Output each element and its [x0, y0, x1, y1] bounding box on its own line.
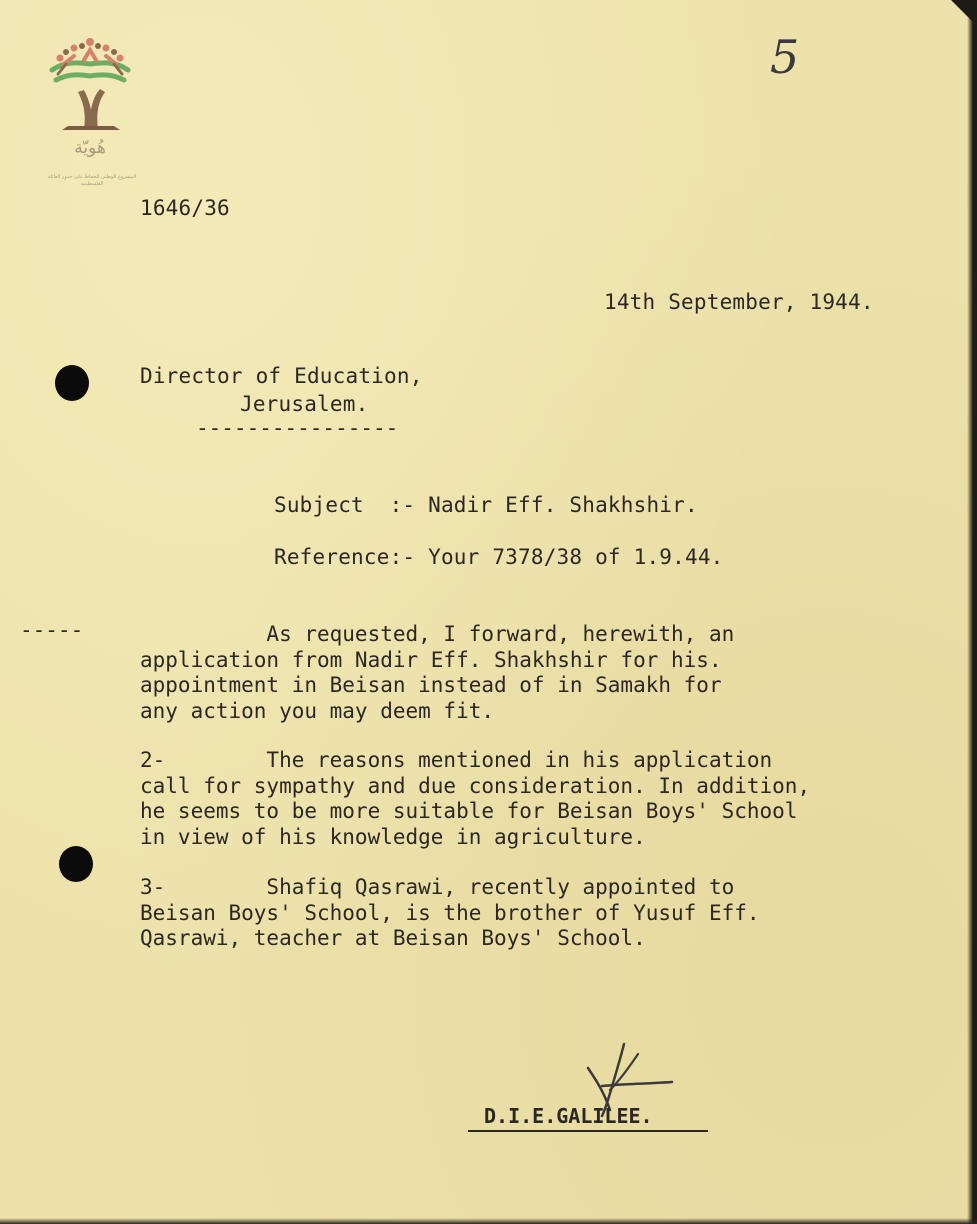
paragraph-line: 2- The reasons mentioned in his application	[140, 748, 773, 772]
paragraph-line: appointment in Beisan instead of in Samakh for	[140, 673, 722, 697]
paragraph-2	[140, 748, 940, 850]
addressee-underline: ----------------	[196, 416, 399, 440]
punch-hole	[59, 846, 93, 882]
signoff-underline	[468, 1130, 708, 1132]
paragraph-line: Beisan Boys' School, is the brother of Yusuf Eff.	[140, 900, 760, 925]
paragraph-line: any action you may deem fit.	[140, 698, 495, 723]
page-edge-shadow-bottom	[0, 1218, 977, 1224]
archive-logo	[44, 34, 144, 194]
paragraph-line: As requested, I forward, herewith, an	[140, 622, 735, 646]
punch-hole	[55, 365, 89, 401]
addressee-title: Director of Education,	[140, 364, 423, 388]
paragraph-line: application from Nadir Eff. Shakhshir for his.	[140, 647, 722, 672]
signoff: D.I.E.GALILEE.	[484, 1104, 653, 1128]
letter-date: 14th September, 1944.	[604, 290, 874, 314]
logo-caption: المشروع الوطني للحفاظ على جذور العائلة الفلسطينية	[47, 174, 137, 187]
margin-mark: -----	[20, 618, 84, 642]
paragraph-1	[140, 622, 940, 724]
paragraph-line: in view of his knowledge in agriculture.	[140, 824, 646, 849]
addressee-city: Jerusalem.	[240, 392, 369, 416]
reference-line: Reference:- Your 7378/38 of 1.9.44.	[274, 545, 724, 569]
archive-page-number: 5	[770, 30, 800, 84]
family-tree-logo-icon	[44, 34, 136, 134]
subject-line: Subject :- Nadir Eff. Shakhshir.	[274, 493, 698, 517]
paragraph-line: call for sympathy and due consideration. In addition,	[140, 773, 811, 798]
file-reference-number: 1646/36	[140, 196, 230, 220]
paragraph-line: Qasrawi, teacher at Beisan Boys' School.	[140, 926, 646, 950]
paragraph-3	[140, 875, 940, 952]
page-edge-shadow-right	[967, 0, 977, 1224]
paragraph-line: he seems to be more suitable for Beisan Boys' School	[140, 799, 798, 823]
paragraph-line: 3- Shafiq Qasrawi, recently appointed to	[140, 875, 735, 899]
logo-wordmark: هُويّة	[74, 138, 106, 158]
